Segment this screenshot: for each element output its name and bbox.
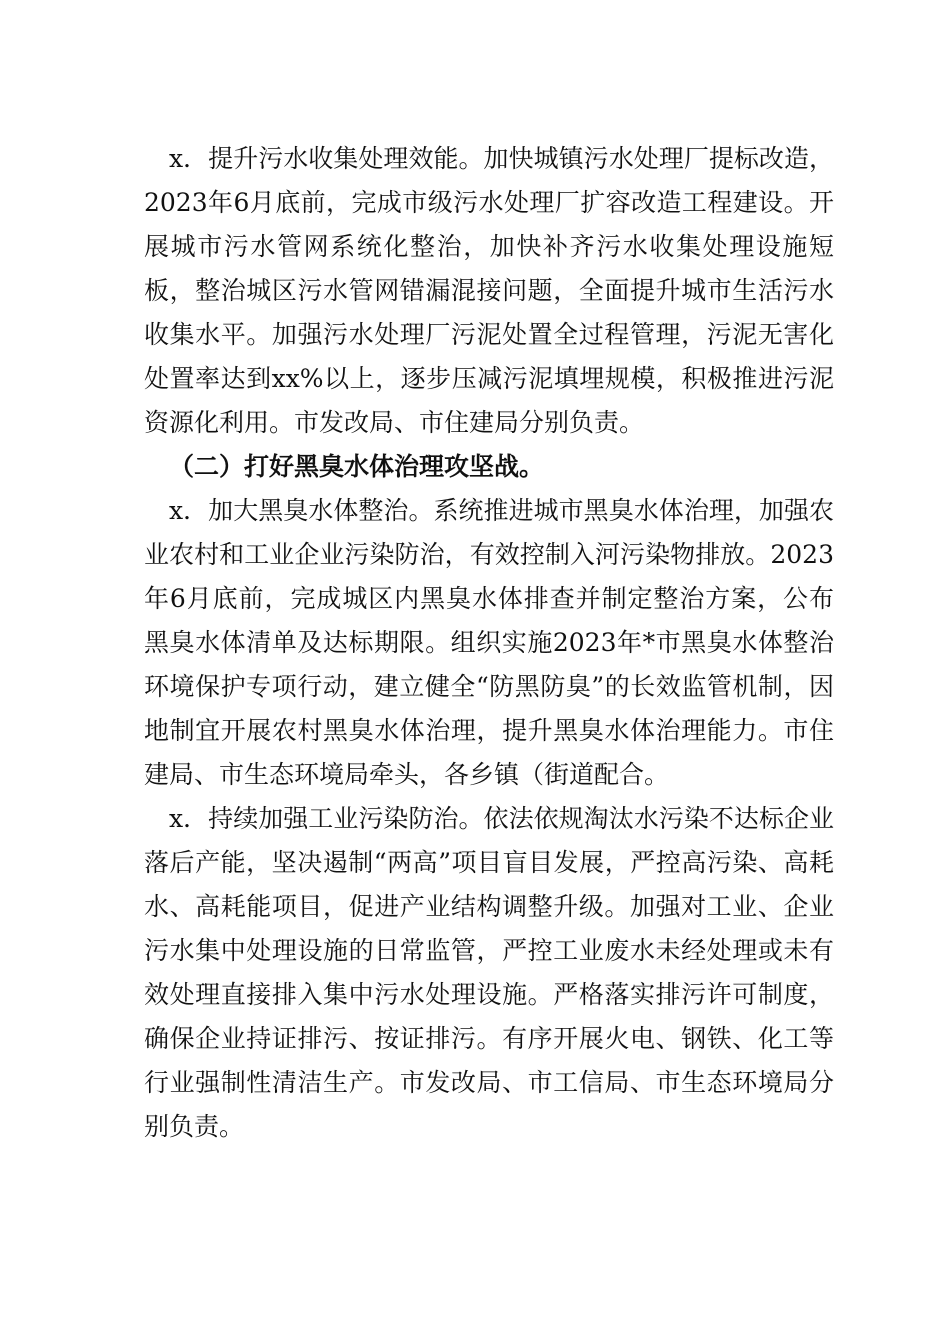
document-body <box>144 137 834 1149</box>
paragraph-industrial-pollution: x．持续加强工业污染防治。依法依规淘汰水污染不达标企业落后产能，坚决遏制“两高”项目盲目发展，严控高污染、高耗水、高耗能项目，促进产业结构调整升级。加强对工业、企业污水集中处理设施的日常监管，严控工业废水未经处理或未有效处理直接排入集中污水处理设施。严格落实排污许可制度，确保企业持证排污、按证排污。有序开展火电、钢铁、化工等行业强制性清洁生产。市发改局、市工信局、市生态环境局分别负责。 <box>144 804 834 1141</box>
paragraph-black-odorous-water: x．加大黑臭水体整治。系统推进城市黑臭水体治理，加强农业农村和工业企业污染防治，有效控制入河污染物排放。2023年6月底前，完成城区内黑臭水体排查并制定整治方案，公布黑臭水体清单及达标期限。组织实施2023年*市黑臭水体整治环境保护专项行动，建立健全“防黑防臭”的长效监管机制，因地制宜开展农村黑臭水体治理，提升黑臭水体治理能力。市住建局、市生态环境局牵头，各乡镇（街道配合。 <box>144 496 834 789</box>
section-heading-black-odorous-water: （二）打好黑臭水体治理攻坚战。 <box>169 452 545 481</box>
paragraph-sewage-treatment: x．提升污水收集处理效能。加快城镇污水处理厂提标改造，2023年6月底前，完成市级污水处理厂扩容改造工程建设。开展城市污水管网系统化整治，加快补齐污水收集处理设施短板，整治城区污水管网错漏混接问题，全面提升城市生活污水收集水平。加强污水处理厂污泥处置全过程管理，污泥无害化处置率达到xx%以上，逐步压减污泥填埋规模，积极推进污泥资源化利用。市发改局、市住建局分别负责。 <box>144 144 834 437</box>
